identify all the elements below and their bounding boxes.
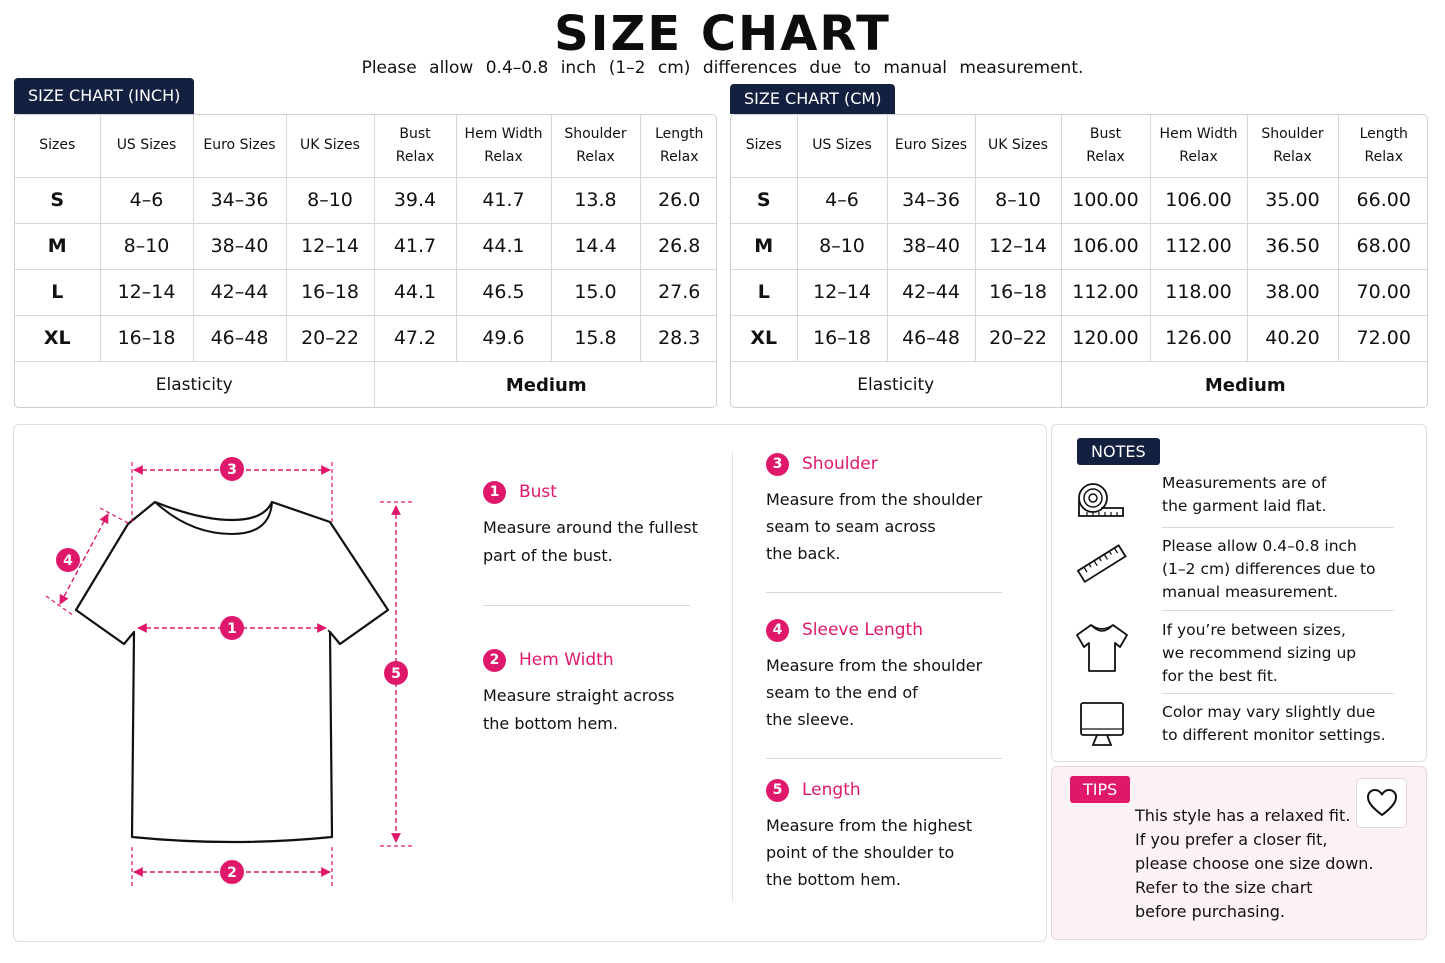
column-header: Euro Sizes bbox=[193, 115, 286, 177]
table-cell: 8–10 bbox=[286, 177, 374, 223]
measurement-desc: Measure from the shoulder seam to seam across the back. bbox=[766, 490, 983, 563]
column-header: Bust Relax bbox=[1061, 115, 1150, 177]
inch-size-table bbox=[14, 114, 717, 408]
note-divider bbox=[1162, 527, 1394, 528]
measurement-number: 2 bbox=[483, 649, 506, 672]
table-cell: 16–18 bbox=[797, 315, 887, 361]
ruler-icon bbox=[1075, 539, 1129, 589]
table-cell: XL bbox=[731, 315, 797, 361]
table-cell: 26.0 bbox=[640, 177, 717, 223]
table-cell: 112.00 bbox=[1061, 269, 1150, 315]
table-row bbox=[15, 223, 717, 269]
diagram-marker-3 bbox=[220, 457, 244, 481]
table-cell: 72.00 bbox=[1338, 315, 1428, 361]
table-cell: 70.00 bbox=[1338, 269, 1428, 315]
tape-measure-icon bbox=[1075, 476, 1125, 520]
divider bbox=[766, 592, 1002, 593]
table-row bbox=[731, 315, 1428, 361]
table-row bbox=[731, 269, 1428, 315]
elasticity-label: Elasticity bbox=[731, 361, 1061, 408]
column-header: Euro Sizes bbox=[887, 115, 975, 177]
column-header: Shoulder Relax bbox=[1247, 115, 1338, 177]
table-row bbox=[15, 177, 717, 223]
diagram-marker-1 bbox=[220, 616, 244, 640]
table-cell: 12–14 bbox=[975, 223, 1061, 269]
table-cell: S bbox=[15, 177, 100, 223]
diagram-marker-4 bbox=[56, 548, 80, 572]
favorite-button[interactable] bbox=[1356, 778, 1407, 828]
svg-text:2: 2 bbox=[227, 865, 237, 881]
column-header: US Sizes bbox=[797, 115, 887, 177]
measurement-title: Bust bbox=[519, 482, 557, 502]
table-cell: 27.6 bbox=[640, 269, 717, 315]
table-cell: 126.00 bbox=[1150, 315, 1247, 361]
column-header: UK Sizes bbox=[975, 115, 1061, 177]
table-cell: 8–10 bbox=[100, 223, 193, 269]
table-cell: M bbox=[731, 223, 797, 269]
tshirt-diagram bbox=[40, 452, 420, 902]
table-cell: 28.3 bbox=[640, 315, 717, 361]
svg-text:5: 5 bbox=[391, 666, 401, 682]
column-header: Sizes bbox=[15, 115, 100, 177]
measurement-title: Sleeve Length bbox=[802, 620, 923, 640]
tips-tag: TIPS bbox=[1070, 776, 1130, 803]
column-header: UK Sizes bbox=[286, 115, 374, 177]
notes-tag: NOTES bbox=[1077, 438, 1160, 465]
table-cell: 12–14 bbox=[797, 269, 887, 315]
table-cell: 14.4 bbox=[551, 223, 640, 269]
measurement-desc: Measure from the highest point of the shoulder to the bottom hem. bbox=[766, 816, 973, 889]
note-text: Measurements are of the garment laid flat. bbox=[1162, 474, 1327, 515]
tshirt-outline bbox=[76, 502, 388, 842]
page-title: SIZE CHART bbox=[554, 6, 891, 62]
column-header: Length Relax bbox=[1338, 115, 1428, 177]
table-cell: 46.5 bbox=[456, 269, 551, 315]
table-cell: 44.1 bbox=[374, 269, 456, 315]
measurement-desc: Measure from the shoulder seam to the end of the sleeve. bbox=[766, 656, 983, 729]
measurement-bust bbox=[483, 480, 698, 570]
table-cell: 4–6 bbox=[797, 177, 887, 223]
tshirt-icon bbox=[1075, 621, 1129, 673]
table-cell: 39.4 bbox=[374, 177, 456, 223]
table-cell: 16–18 bbox=[975, 269, 1061, 315]
table-cell: 34–36 bbox=[887, 177, 975, 223]
divider bbox=[483, 605, 690, 606]
table-cell: 35.00 bbox=[1247, 177, 1338, 223]
measurement-desc: Measure straight across the bottom hem. bbox=[483, 686, 675, 733]
measurement-number: 3 bbox=[766, 453, 789, 476]
note-divider bbox=[1162, 610, 1394, 611]
measurement-number: 4 bbox=[766, 619, 789, 642]
table-cell: XL bbox=[15, 315, 100, 361]
table-cell: 16–18 bbox=[286, 269, 374, 315]
inch-table bbox=[15, 115, 717, 408]
svg-text:4: 4 bbox=[63, 553, 73, 569]
table-row bbox=[15, 315, 717, 361]
elasticity-row bbox=[15, 361, 717, 408]
table-cell: 47.2 bbox=[374, 315, 456, 361]
column-header: Hem Width Relax bbox=[456, 115, 551, 177]
elasticity-label: Elasticity bbox=[15, 361, 374, 408]
measurement-desc: Measure around the fullest part of the bust. bbox=[483, 518, 698, 565]
page-subtitle: Please allow 0.4–0.8 inch (1–2 cm) differences due to manual measurement. bbox=[361, 58, 1084, 78]
diagram-marker-5 bbox=[384, 661, 408, 685]
table-cell: 42–44 bbox=[887, 269, 975, 315]
table-cell: 15.0 bbox=[551, 269, 640, 315]
measurement-length bbox=[766, 778, 972, 893]
table-cell: 120.00 bbox=[1061, 315, 1150, 361]
table-cell: L bbox=[15, 269, 100, 315]
cm-table bbox=[731, 115, 1428, 408]
table-cell: 26.8 bbox=[640, 223, 717, 269]
note-text: Color may vary slightly due to different monitor settings. bbox=[1162, 703, 1386, 744]
table-cell: 46–48 bbox=[887, 315, 975, 361]
inch-chart-tag: SIZE CHART (INCH) bbox=[14, 78, 194, 114]
table-cell: 49.6 bbox=[456, 315, 551, 361]
table-cell: L bbox=[731, 269, 797, 315]
table-cell: 38–40 bbox=[887, 223, 975, 269]
table-cell: 8–10 bbox=[797, 223, 887, 269]
elasticity-row bbox=[731, 361, 1428, 408]
measurement-title: Length bbox=[802, 780, 861, 800]
monitor-icon bbox=[1075, 701, 1129, 749]
measurement-sleeve-length bbox=[766, 618, 982, 733]
table-row bbox=[731, 177, 1428, 223]
table-cell: 46–48 bbox=[193, 315, 286, 361]
table-cell: 40.20 bbox=[1247, 315, 1338, 361]
table-cell: 12–14 bbox=[286, 223, 374, 269]
note-text: Please allow 0.4–0.8 inch (1–2 cm) differences due to manual measurement. bbox=[1162, 537, 1376, 601]
elasticity-value: Medium bbox=[374, 361, 717, 408]
table-cell: 41.7 bbox=[456, 177, 551, 223]
svg-text:1: 1 bbox=[227, 621, 237, 637]
column-header: Length Relax bbox=[640, 115, 717, 177]
note-text: If you’re between sizes, we recommend sizing up for the best fit. bbox=[1162, 621, 1357, 685]
measurement-number: 5 bbox=[766, 779, 789, 802]
diagram-marker-2 bbox=[220, 860, 244, 884]
table-cell: 12–14 bbox=[100, 269, 193, 315]
column-header: Hem Width Relax bbox=[1150, 115, 1247, 177]
heart-icon bbox=[1366, 788, 1398, 818]
table-cell: 112.00 bbox=[1150, 223, 1247, 269]
column-header: US Sizes bbox=[100, 115, 193, 177]
table-cell: 38.00 bbox=[1247, 269, 1338, 315]
table-cell: 100.00 bbox=[1061, 177, 1150, 223]
cm-chart-tag: SIZE CHART (CM) bbox=[730, 84, 895, 114]
divider bbox=[766, 758, 1002, 759]
table-cell: 106.00 bbox=[1061, 223, 1150, 269]
table-cell: 41.7 bbox=[374, 223, 456, 269]
table-cell: 20–22 bbox=[286, 315, 374, 361]
table-cell: 38–40 bbox=[193, 223, 286, 269]
table-cell: 118.00 bbox=[1150, 269, 1247, 315]
table-cell: 34–36 bbox=[193, 177, 286, 223]
table-cell: 16–18 bbox=[100, 315, 193, 361]
column-header: Shoulder Relax bbox=[551, 115, 640, 177]
measurement-shoulder bbox=[766, 452, 982, 567]
note-divider bbox=[1162, 693, 1394, 694]
table-cell: 42–44 bbox=[193, 269, 286, 315]
table-cell: 106.00 bbox=[1150, 177, 1247, 223]
table-cell: 66.00 bbox=[1338, 177, 1428, 223]
table-cell: 4–6 bbox=[100, 177, 193, 223]
measurement-number: 1 bbox=[483, 481, 506, 504]
table-row bbox=[731, 223, 1428, 269]
column-header: Sizes bbox=[731, 115, 797, 177]
cm-size-table bbox=[730, 114, 1428, 408]
table-cell: 8–10 bbox=[975, 177, 1061, 223]
table-cell: 20–22 bbox=[975, 315, 1061, 361]
table-cell: 36.50 bbox=[1247, 223, 1338, 269]
tips-text: This style has a relaxed fit. If you prefer a closer fit, please choose one size down. Refer to the size chart before purchasing. bbox=[1135, 806, 1374, 921]
svg-text:3: 3 bbox=[227, 462, 237, 478]
table-cell: M bbox=[15, 223, 100, 269]
table-row bbox=[15, 269, 717, 315]
table-cell: 15.8 bbox=[551, 315, 640, 361]
table-cell: S bbox=[731, 177, 797, 223]
measurement-hem-width bbox=[483, 648, 674, 738]
elasticity-value: Medium bbox=[1061, 361, 1428, 408]
column-header: Bust Relax bbox=[374, 115, 456, 177]
table-cell: 44.1 bbox=[456, 223, 551, 269]
vertical-divider bbox=[732, 452, 733, 902]
measurement-title: Hem Width bbox=[519, 650, 614, 670]
table-cell: 13.8 bbox=[551, 177, 640, 223]
table-cell: 68.00 bbox=[1338, 223, 1428, 269]
measurement-title: Shoulder bbox=[802, 454, 878, 474]
